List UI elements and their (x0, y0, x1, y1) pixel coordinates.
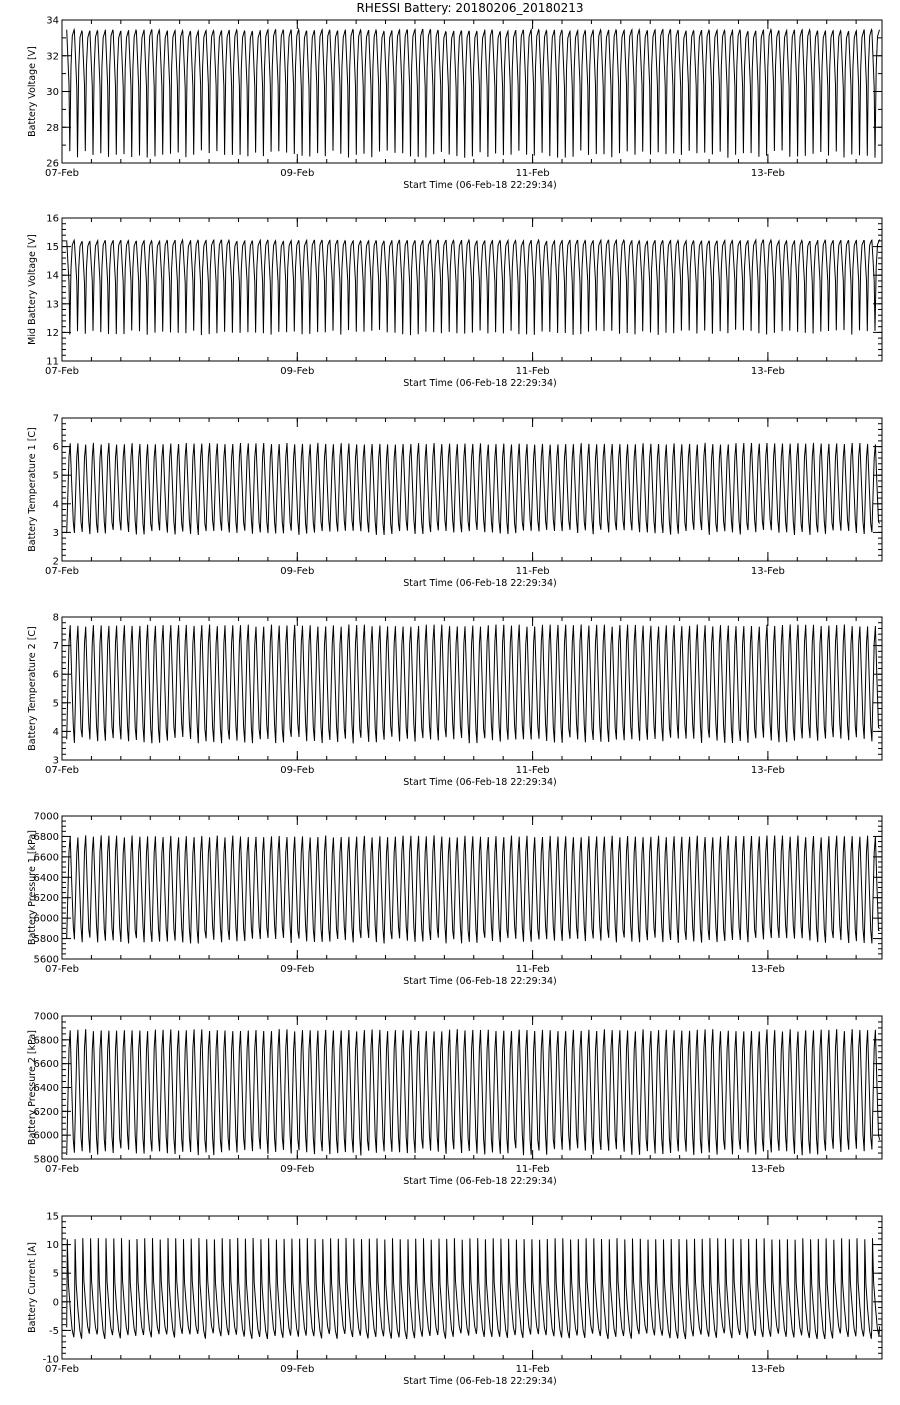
x-tick-label: 07-Feb (44, 168, 80, 179)
series-line (67, 835, 880, 943)
series-line (67, 1029, 880, 1155)
y-axis-label: Battery Pressure 1 [kPa] (27, 830, 38, 945)
x-tick-label: 11-Feb (515, 1364, 550, 1375)
y-tick-label: 5 (52, 698, 59, 710)
series-line (67, 443, 880, 535)
y-tick-label: -5 (49, 1325, 59, 1337)
y-tick-label: 12 (46, 327, 59, 339)
y-tick-label: 5800 (33, 1154, 59, 1166)
x-axis-label: Start Time (06-Feb-18 22:29:34) (403, 378, 557, 389)
y-tick-label: 5800 (33, 934, 59, 946)
x-tick-label: 09-Feb (280, 1164, 315, 1175)
y-tick-label: 14 (46, 270, 59, 282)
y-tick-label: 4 (52, 726, 59, 738)
x-tick-label: 09-Feb (280, 168, 315, 179)
y-tick-label: 15 (46, 242, 59, 254)
y-tick-label: 3 (52, 755, 59, 767)
y-tick-label: 6600 (33, 852, 59, 864)
panel-6 (27, 1012, 882, 1188)
x-axis-label: Start Time (06-Feb-18 22:29:34) (403, 578, 557, 589)
series-line (67, 240, 880, 335)
y-tick-label: 11 (46, 356, 59, 368)
y-tick-label: -10 (42, 1354, 59, 1366)
x-tick-label: 07-Feb (44, 1364, 80, 1375)
x-tick-label: 11-Feb (515, 168, 550, 179)
x-axis-label: Start Time (06-Feb-18 22:29:34) (403, 180, 557, 191)
series-line (67, 1238, 880, 1339)
y-tick-label: 5 (52, 470, 59, 482)
y-tick-label: 15 (46, 1211, 59, 1223)
y-tick-label: 6800 (33, 1035, 59, 1047)
plot-frame (62, 418, 882, 561)
y-tick-label: 6 (52, 442, 59, 454)
y-tick-label: 30 (46, 87, 59, 98)
y-tick-label: 7000 (33, 811, 59, 823)
y-tick-label: 4 (52, 499, 59, 511)
x-tick-label: 11-Feb (515, 964, 550, 975)
y-tick-label: 3 (52, 527, 59, 539)
y-tick-label: 10 (46, 1240, 59, 1252)
x-axis-label: Start Time (06-Feb-18 22:29:34) (403, 1176, 557, 1187)
panel-2 (27, 214, 882, 390)
y-axis-label: Battery Voltage [V] (27, 46, 38, 137)
x-tick-label: 13-Feb (750, 566, 785, 577)
y-tick-label: 34 (46, 15, 59, 27)
y-tick-label: 5 (52, 1268, 59, 1280)
x-tick-label: 13-Feb (750, 1364, 785, 1375)
y-tick-label: 5600 (33, 954, 59, 966)
y-axis-label: Mid Battery Voltage [V] (27, 234, 38, 345)
panel-5 (27, 812, 882, 988)
y-tick-label: 6200 (33, 893, 59, 905)
y-tick-label: 7 (52, 641, 59, 653)
y-axis-label: Battery Temperature 1 [C] (27, 427, 38, 552)
x-tick-label: 07-Feb (44, 566, 80, 577)
x-tick-label: 09-Feb (280, 1364, 315, 1375)
y-tick-label: 6000 (33, 913, 59, 925)
x-axis-label: Start Time (06-Feb-18 22:29:34) (403, 976, 557, 987)
x-tick-label: 09-Feb (280, 366, 315, 377)
panel-4 (27, 613, 882, 789)
y-tick-label: 6600 (33, 1059, 59, 1071)
x-axis-label: Start Time (06-Feb-18 22:29:34) (403, 1376, 557, 1387)
x-tick-label: 13-Feb (750, 964, 785, 975)
x-tick-label: 13-Feb (750, 168, 785, 179)
y-tick-label: 2 (52, 556, 59, 568)
x-tick-label: 13-Feb (750, 366, 785, 377)
x-tick-label: 13-Feb (750, 765, 785, 776)
y-axis-label: Battery Pressure 2 [kPa] (27, 1030, 38, 1145)
y-tick-label: 6800 (33, 831, 59, 843)
x-tick-label: 13-Feb (750, 1164, 785, 1175)
y-tick-label: 28 (46, 122, 59, 134)
x-tick-label: 11-Feb (515, 765, 550, 776)
x-tick-label: 09-Feb (280, 964, 315, 975)
y-tick-label: 6 (52, 669, 59, 681)
panel-1 (27, 16, 882, 192)
x-tick-label: 07-Feb (44, 1164, 80, 1175)
y-tick-label: 0 (52, 1297, 59, 1309)
y-tick-label: 8 (52, 612, 59, 624)
y-tick-label: 6400 (33, 872, 59, 884)
x-tick-label: 09-Feb (280, 765, 315, 776)
figure-title: RHESSI Battery: 20180206_20180213 (356, 1, 584, 15)
y-axis-label: Battery Current [A] (27, 1242, 38, 1333)
y-minor-ticks (62, 418, 882, 561)
x-axis-label: Start Time (06-Feb-18 22:29:34) (403, 777, 557, 788)
x-tick-label: 11-Feb (515, 566, 550, 577)
series-line (67, 625, 880, 744)
panel-7 (27, 1212, 882, 1388)
x-tick-label: 09-Feb (280, 566, 315, 577)
x-tick-label: 07-Feb (44, 765, 80, 776)
panel-3 (27, 414, 882, 590)
x-tick-label: 11-Feb (515, 366, 550, 377)
y-tick-label: 32 (46, 51, 59, 63)
x-tick-label: 07-Feb (44, 964, 80, 975)
y-tick-label: 13 (46, 299, 59, 311)
x-tick-label: 07-Feb (44, 366, 80, 377)
y-tick-label: 7000 (33, 1011, 59, 1023)
y-tick-label: 6400 (33, 1083, 59, 1094)
y-tick-label: 26 (46, 158, 59, 170)
series-line (67, 30, 880, 158)
y-tick-label: 7 (52, 413, 59, 425)
x-tick-label: 11-Feb (515, 1164, 550, 1175)
y-tick-label: 16 (46, 213, 59, 225)
y-tick-label: 6000 (33, 1130, 59, 1142)
y-axis-label: Battery Temperature 2 [C] (27, 626, 38, 751)
y-tick-label: 6200 (33, 1106, 59, 1118)
